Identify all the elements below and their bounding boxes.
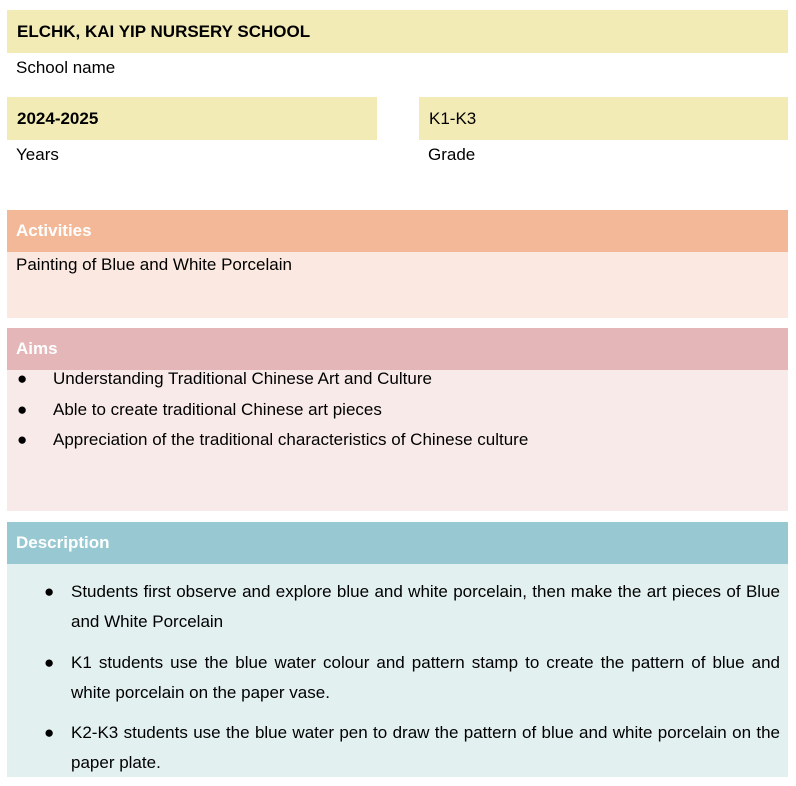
school-name-value: ELCHK, KAI YIP NURSERY SCHOOL bbox=[17, 21, 311, 41]
bullet-icon: ● bbox=[17, 400, 28, 419]
years-field bbox=[7, 97, 377, 140]
aim-text: Able to create traditional Chinese art pieces bbox=[53, 400, 382, 419]
aims-heading-text: Aims bbox=[16, 339, 58, 358]
school-name-label: School name bbox=[16, 58, 116, 77]
bullet-icon: ● bbox=[44, 582, 55, 601]
activities-heading bbox=[7, 210, 788, 252]
years-value: 2024-2025 bbox=[17, 108, 99, 128]
description-text: K2-K3 students use the blue water pen to draw the pattern of blue and white porcelain on the paper plate. bbox=[71, 723, 780, 772]
school-name-field bbox=[7, 10, 788, 53]
bullet-icon: ● bbox=[44, 653, 55, 672]
bullet-icon: ● bbox=[44, 723, 55, 742]
aim-text: Appreciation of the traditional characteristics of Chinese culture bbox=[53, 430, 529, 449]
description-heading bbox=[7, 522, 788, 564]
grade-label: Grade bbox=[428, 145, 476, 164]
aim-text: Understanding Traditional Chinese Art and Culture bbox=[53, 369, 432, 388]
activities-body bbox=[7, 252, 788, 318]
grade-value: K1-K3 bbox=[429, 108, 477, 128]
bullet-icon: ● bbox=[17, 430, 28, 449]
years-label: Years bbox=[16, 145, 59, 164]
bullet-icon: ● bbox=[17, 369, 28, 388]
description-text: K1 students use the blue water colour and pattern stamp to create the pattern of blue and white porcelain on the paper vase. bbox=[71, 653, 780, 702]
activities-text: Painting of Blue and White Porcelain bbox=[16, 255, 292, 274]
aims-list bbox=[7, 370, 788, 511]
grade-field bbox=[419, 97, 788, 140]
description-text: Students first observe and explore blue and white porcelain, then make the art pieces of Blue and White Porcelain bbox=[71, 582, 780, 631]
description-heading-text: Description bbox=[16, 533, 110, 552]
description-list bbox=[7, 564, 788, 777]
activities-heading-text: Activities bbox=[16, 221, 92, 240]
aims-heading bbox=[7, 328, 788, 370]
